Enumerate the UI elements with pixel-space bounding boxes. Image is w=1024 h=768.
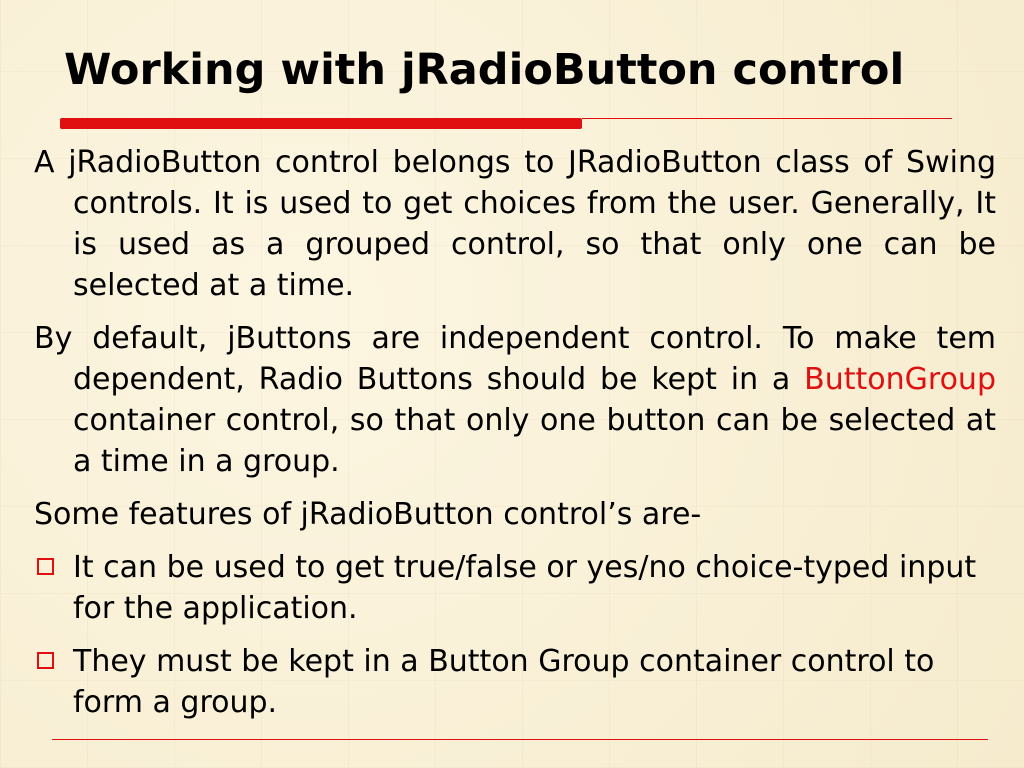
paragraph-default-behaviour: [34, 318, 996, 482]
title-underline-thin: [582, 118, 952, 119]
paragraph-intro: A jRadioButton control belongs to JRadioButton class of Swing controls. It is used to get choices from the user. Generally, It is used as a grouped control, so that only one can be selected at a time.: [34, 145, 996, 303]
bullet-text: They must be kept in a Button Group container control to form a group.: [73, 644, 935, 720]
hollow-square-bullet-icon: [37, 558, 54, 575]
title-underline-thick: [60, 118, 582, 129]
bullet-item: [34, 547, 996, 629]
slide-body: [34, 142, 996, 735]
slide-title: Working with jRadioButton control: [64, 45, 905, 95]
bullet-item: [34, 641, 996, 723]
bullet-text: It can be used to get true/false or yes/no choice-typed input for the application.: [73, 550, 977, 626]
paragraph-features-intro: Some features of jRadioButton control’s are-: [34, 497, 702, 532]
buttongroup-highlight: ButtonGroup: [804, 362, 996, 397]
paragraph-text: By default, jButtons are independent control. To make tem dependent, Radio Buttons should be kept in a: [34, 321, 996, 397]
paragraph-text: container control, so that only one button can be selected at a time in a group.: [73, 403, 996, 479]
hollow-square-bullet-icon: [37, 652, 54, 669]
footer-divider: [52, 739, 988, 740]
